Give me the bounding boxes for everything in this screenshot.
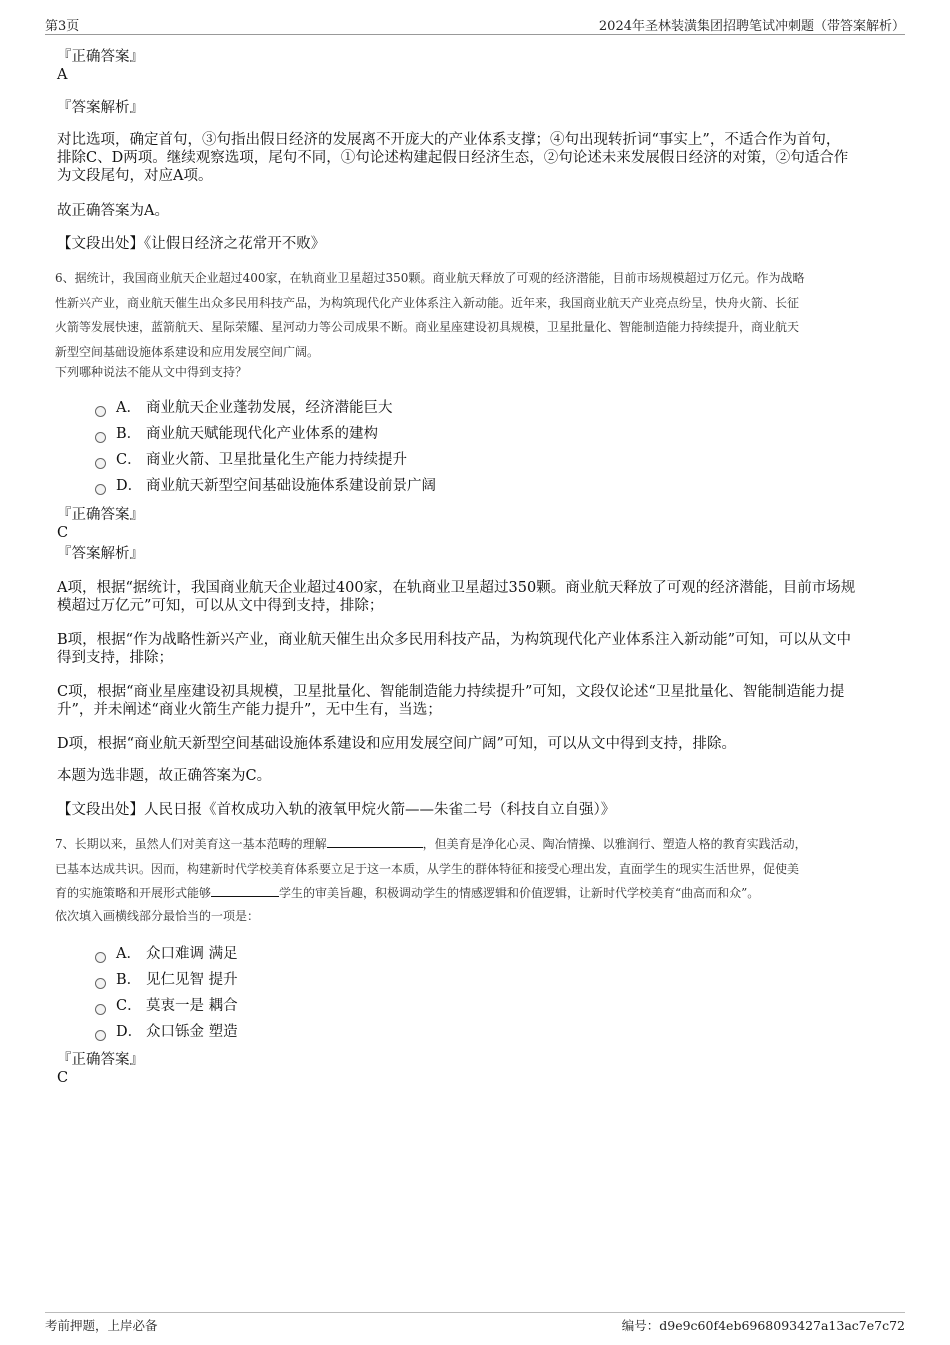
answer-value: C <box>57 1070 69 1086</box>
radio-icon[interactable] <box>95 952 106 963</box>
option-c[interactable] <box>95 450 407 470</box>
option-c[interactable] <box>95 996 238 1016</box>
option-a[interactable] <box>95 944 238 964</box>
option-letter: A． <box>116 400 141 416</box>
radio-icon[interactable] <box>95 1030 106 1041</box>
option-text: 商业航天赋能现代化产业体系的建构 <box>146 426 378 442</box>
stem-line: 已基本达成共识。因而，构建新时代学校美育体系要立足于这一本质，从学生的群体特征和接受心理出发，直面学生的现实生活世界，促使美 <box>55 861 800 876</box>
option-letter: C． <box>116 452 142 468</box>
page-number: 第3页 <box>45 19 80 34</box>
answer-label: 『正确答案』 <box>57 1052 144 1068</box>
page-footer <box>45 1312 905 1335</box>
analysis-a <box>57 579 895 615</box>
question-7-stem <box>55 832 893 906</box>
footer-slogan: 考前押题，上岸必备 <box>45 1318 158 1333</box>
option-text: 商业火箭、卫星批量化生产能力持续提升 <box>146 452 407 468</box>
conclusion: 故正确答案为A。 <box>57 203 169 219</box>
radio-icon[interactable] <box>95 406 106 417</box>
option-text: 商业航天企业蓬勃发展，经济潜能巨大 <box>146 400 393 416</box>
radio-icon[interactable] <box>95 484 106 495</box>
stem-text: ，但美育是净化心灵、陶冶情操、以雅润行、塑造人格的教育实践活动， <box>422 837 807 851</box>
source: 【文段出处】《让假日经济之花常开不败》 <box>57 236 326 252</box>
stem-text: 7、长期以来，虽然人们对美育这一基本范畴的理解 <box>55 837 327 851</box>
analysis-line: 为文段尾句，对应A项。 <box>57 168 213 184</box>
analysis-line: B项，根据“作为战略性新兴产业，商业航天催生出众多民用科技产品，为构筑现代化产业体系注入新动能”可知，可以从文中 <box>57 632 851 648</box>
answer-label: 『正确答案』 <box>57 49 144 65</box>
option-letter: D． <box>116 478 143 494</box>
document-title: 2024年圣林装潢集团招聘笔试冲刺题（带答案解析） <box>598 19 905 34</box>
analysis-line: 模超过万亿元”可知，可以从文中得到支持，排除； <box>57 598 384 614</box>
option-d[interactable] <box>95 476 436 496</box>
analysis-d <box>57 735 895 753</box>
stem-line <box>55 832 893 857</box>
option-letter: B． <box>116 426 142 442</box>
option-letter: A． <box>116 946 141 962</box>
analysis-line: C项，根据“商业星座建设初具规模，卫星批量化、智能制造能力持续提升”可知，文段仅论述“卫星批量化、智能制造能力提 <box>57 684 845 700</box>
option-text: 见仁见智 提升 <box>146 972 238 988</box>
stem-line: 新型空间基础设施体系建设和应用发展空间广阔。 <box>55 344 320 359</box>
analysis-line: D项，根据“商业航天新型空间基础设施体系建设和应用发展空间广阔”可知，可以从文中得到支持，排除。 <box>57 736 736 752</box>
option-b[interactable] <box>95 970 238 990</box>
blank-2 <box>211 884 279 897</box>
page-header <box>45 12 905 35</box>
stem-text: 育的实施策略和开展形式能够 <box>55 886 212 900</box>
stem-line: 火箭等发展快速，蓝箭航天、星际荣耀、星河动力等公司成果不断。商业星座建设初具规模，卫星批量化、智能制造能力持续提升，商业航天 <box>55 320 800 334</box>
radio-icon[interactable] <box>95 978 106 989</box>
option-letter: B． <box>116 972 142 988</box>
analysis-text <box>57 131 895 185</box>
option-text: 众口难调 满足 <box>146 946 238 962</box>
analysis-label: 『答案解析』 <box>57 546 144 562</box>
option-letter: D． <box>116 1024 143 1040</box>
radio-icon[interactable] <box>95 458 106 469</box>
stem-text: 学生的审美旨趣，积极调动学生的情感逻辑和价值逻辑，让新时代学校美育“曲高而和众”。 <box>279 886 760 900</box>
stem-line <box>55 881 893 906</box>
answer-value: A <box>57 67 68 83</box>
document-id: 编号：d9e9c60f4eb6968093427a13ac7e7c72 <box>621 1318 905 1333</box>
analysis-line: A项，根据“据统计，我国商业航天企业超过400家，在轨商业卫星超过350颗。商业航天释放了可观的经济潜能，目前市场规 <box>57 580 856 596</box>
option-text: 莫衷一是 耦合 <box>146 998 238 1014</box>
question-6-stem <box>55 266 893 364</box>
stem-line: 6、据统计，我国商业航天企业超过400家，在轨商业卫星超过350颗。商业航天释放了可观的经济潜能，目前市场规模超过万亿元。作为战略 <box>55 271 805 285</box>
source: 【文段出处】人民日报《首枚成功入轨的液氧甲烷火箭——朱雀二号（科技自立自强）》 <box>57 802 616 818</box>
analysis-line: 对比选项，确定首句，③句指出假日经济的发展离不开庞大的产业体系支撑；④句出现转折词“事实上”，不适合作为首句， <box>57 132 841 148</box>
option-text: 商业航天新型空间基础设施体系建设前景广阔 <box>146 478 436 494</box>
conclusion: 本题为选非题，故正确答案为C。 <box>57 768 272 784</box>
analysis-label: 『答案解析』 <box>57 100 144 116</box>
question-7-prompt: 依次填入画横线部分最恰当的一项是： <box>55 909 260 923</box>
option-letter: C． <box>116 998 142 1014</box>
answer-value: C <box>57 525 69 541</box>
analysis-line: 升”，并未阐述“商业火箭生产能力提升”，无中生有，当选； <box>57 702 442 718</box>
analysis-b <box>57 631 895 667</box>
blank-1 <box>327 835 423 848</box>
answer-label: 『正确答案』 <box>57 507 144 523</box>
option-a[interactable] <box>95 398 393 418</box>
stem-line: 性新兴产业，商业航天催生出众多民用科技产品，为构筑现代化产业体系注入新动能。近年来，我国商业航天产业亮点纷呈，快舟火箭、长征 <box>55 295 800 310</box>
option-text: 众口铄金 塑造 <box>146 1024 238 1040</box>
question-6-prompt: 下列哪种说法不能从文中得到支持？ <box>55 365 248 379</box>
radio-icon[interactable] <box>95 1004 106 1015</box>
option-b[interactable] <box>95 424 378 444</box>
radio-icon[interactable] <box>95 432 106 443</box>
analysis-line: 排除C、D两项。继续观察选项，尾句不同，①句论述构建起假日经济生态，②句论述未来发展假日经济的对策，②句适合作 <box>57 150 849 166</box>
analysis-c <box>57 683 895 719</box>
option-d[interactable] <box>95 1022 238 1042</box>
analysis-line: 得到支持，排除； <box>57 650 173 666</box>
